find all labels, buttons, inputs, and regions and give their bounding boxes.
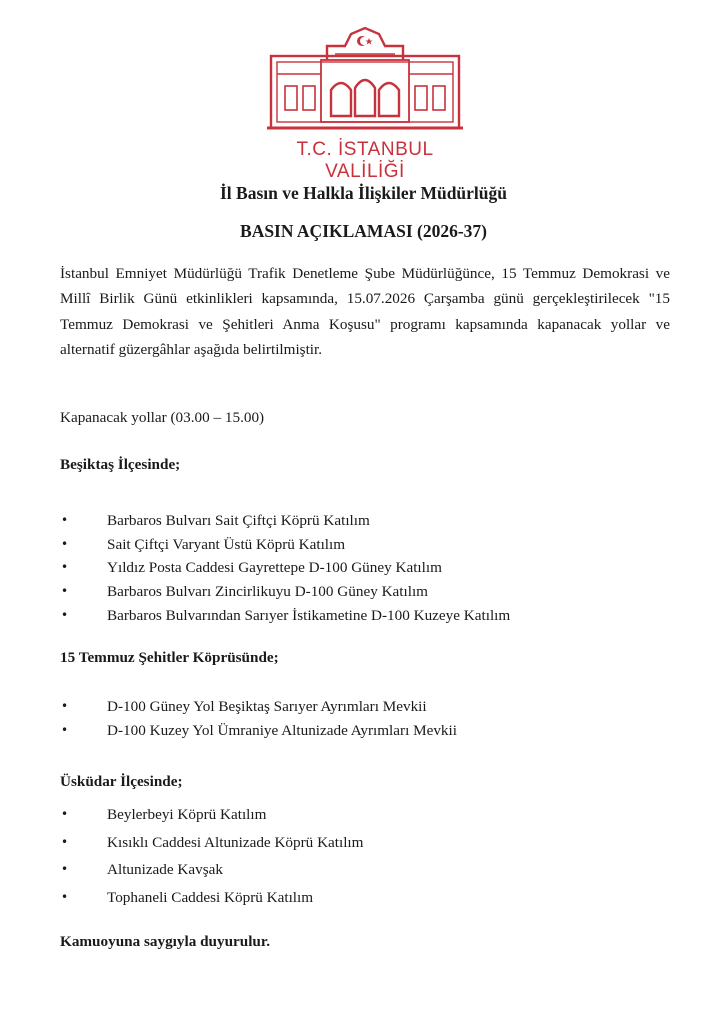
list-item [0, 695, 727, 719]
bullet-icon: • [61, 513, 69, 527]
section-heading-besiktas: Beşiktaş İlçesinde; [60, 456, 181, 473]
list-item [0, 556, 727, 580]
bullet-icon: • [61, 607, 69, 622]
list-item [0, 604, 727, 628]
sign-off: Kamuoyuna saygıyla duyurulur. [60, 933, 271, 950]
list-item [0, 533, 727, 557]
road-list-uskudar [0, 801, 727, 911]
governorship-building-emblem [265, 24, 465, 136]
bullet-icon: • [61, 862, 69, 876]
bullet-icon: • [61, 807, 69, 821]
list-item [0, 580, 727, 604]
road-name: D-100 Kuzey Yol Ümraniye Altunizade Ayrımları Mevkii [107, 721, 457, 739]
road-name: Altunizade Kavşak [107, 861, 223, 878]
list-item [0, 509, 727, 533]
list-item [0, 829, 727, 857]
logo-caption: T.C. İSTANBUL VALİLİĞİ [296, 139, 434, 182]
road-list-15-temmuz-bridge [0, 695, 727, 742]
road-name: Beylerbeyi Köprü Katılım [107, 806, 267, 823]
road-name: Sait Çiftçi Varyant Üstü Köprü Katılım [107, 535, 346, 553]
bullet-icon: • [61, 722, 69, 737]
road-name: D-100 Güney Yol Beşiktaş Sarıyer Ayrımları Mevkii [107, 698, 427, 715]
road-name: Barbaros Bulvarı Sait Çiftçi Köprü Katılım [107, 512, 370, 529]
road-name: Tophaneli Caddesi Köprü Katılım [107, 888, 314, 906]
road-name: Yıldız Posta Caddesi Gayrettepe D-100 Güney Katılım [107, 559, 442, 577]
road-name: Kısıklı Caddesi Altunizade Köprü Katılım [107, 833, 364, 851]
office-title: İl Basın ve Halkla İlişkiler Müdürlüğü [219, 183, 508, 203]
road-list-besiktas [0, 509, 727, 627]
list-item [0, 884, 727, 912]
closing-hours: Kapanacak yollar (03.00 – 15.00) [60, 409, 265, 426]
list-item [0, 801, 727, 829]
bullet-icon: • [61, 834, 69, 849]
bullet-icon: • [61, 699, 69, 713]
road-name: Barbaros Bulvarından Sarıyer İstikametine D-100 Kuzeye Katılım [107, 606, 511, 624]
bullet-icon: • [61, 560, 69, 575]
section-heading-uskudar: Üsküdar İlçesinde; [60, 773, 183, 790]
list-item [0, 856, 727, 884]
list-item [0, 719, 727, 743]
istanbul-governorship-logo [265, 24, 465, 182]
bullet-icon: • [61, 536, 69, 551]
bullet-icon: • [61, 889, 69, 904]
intro-paragraph: İstanbul Emniyet Müdürlüğü Trafik Denetleme Şube Müdürlüğünce, 15 Temmuz Demokrasi ve Millî Birlik Günü etkinlikleri kapsamında, 15.07.2026 Çarşamba günü gerçekleştirilecek "15 Temmuz Demokrasi ve Şehitleri Anma Koşusu" programı kapsamında kapanacak yollar ve alternatif güzergâhlar aşağıda belirtilmiştir. [60, 265, 670, 358]
section-heading-15-temmuz-bridge: 15 Temmuz Şehitler Köprüsünde; [60, 649, 279, 666]
road-name: Barbaros Bulvarı Zincirlikuyu D-100 Güney Katılım [107, 583, 428, 601]
bullet-icon: • [61, 584, 69, 599]
press-release-title: BASIN AÇIKLAMASI (2026-37) [240, 221, 487, 241]
